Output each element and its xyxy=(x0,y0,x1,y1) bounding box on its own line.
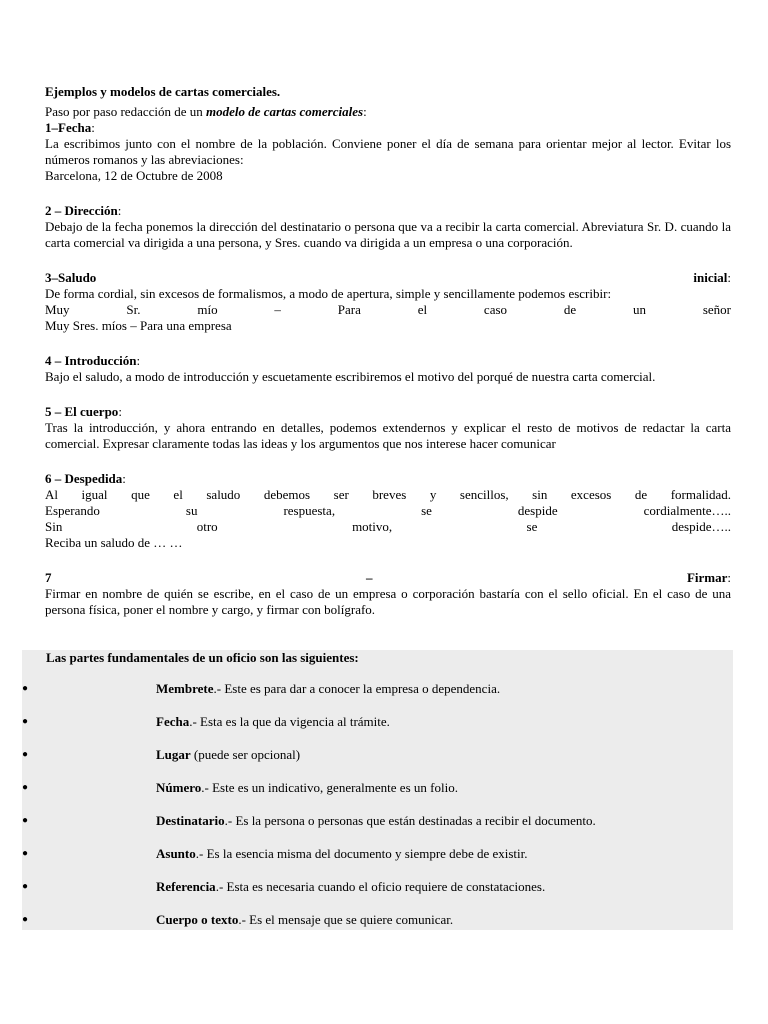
section-introduccion: 4 – Introducción: Bajo el saludo, a modo de introducción y escuetamente escribiremos el motivo del porqué de nuestra carta comercial. xyxy=(45,353,731,385)
item-desc: .- Este es para dar a conocer la empresa o dependencia. xyxy=(213,681,501,696)
item-term: Cuerpo o texto xyxy=(156,912,239,927)
item-term: Lugar xyxy=(156,747,191,762)
list-item xyxy=(22,813,733,846)
bullet-icon: ● xyxy=(22,848,29,859)
heading-firmar-num: 7 xyxy=(45,570,52,585)
list-item xyxy=(22,780,733,813)
text-cuerpo: Tras la introducción, y ahora entrando en detalles, podemos extendernos y explicar el resto de motivos de redactar la carta comercial. Expresar claramente todas las ideas y los argumentos que nos interese hacer comunicar xyxy=(45,420,731,451)
section-direccion: 2 – Dirección: Debajo de la fecha ponemos la dirección del destinatario o persona que va a recibir la carta comercial. Abreviatura Sr. D. cuando la carta comercial va dirigida a una persona, y Sres. cuando va dirigida a un empresa o una corporación. xyxy=(45,203,731,250)
bullet-icon: ● xyxy=(22,914,29,925)
item-desc: .- Esta es necesaria cuando el oficio requiere de constataciones. xyxy=(215,879,546,894)
item-term: Referencia xyxy=(156,879,216,894)
section-fecha: 1–Fecha: La escribimos junto con el nombre de la población. Conviene poner el día de semana para orientar mejor al lector. Evitar los números romanos y las abreviaciones: Barcelona, 12 de Octubre de 2008 xyxy=(45,120,731,183)
text-direccion: Debajo de la fecha ponemos la dirección del destinatario o persona que va a recibir la carta comercial. Abreviatura Sr. D. cuando la carta comercial va dirigida a una persona, y Sres. cuando va dirigida a un empresa o una corporación. xyxy=(45,219,731,250)
despedida-line-1: Al igual que el saludo debemos ser breves y sencillos, sin excesos de formalidad. xyxy=(45,487,731,502)
heading-introduccion: 4 – Introducción xyxy=(45,353,137,368)
intro-prefix: Paso por paso redacción de un xyxy=(45,104,207,119)
section-firmar: 7 – Firmar: Firmar en nombre de quién se escribe, en el caso de un empresa o corporación bastaría con el sello oficial. En el caso de una persona física, poner el nombre y cargo, y firmar con bolígrafo. xyxy=(45,570,731,617)
intro-suffix: : xyxy=(363,104,367,119)
document-body xyxy=(45,84,731,618)
text-introduccion: Bajo el saludo, a modo de introducción y escuetamente escribiremos el motivo del porqué de nuestra carta comercial. xyxy=(45,369,656,384)
partes-list xyxy=(22,681,733,945)
bullet-icon: ● xyxy=(22,716,29,727)
item-term: Destinatario xyxy=(156,813,225,828)
partes-box xyxy=(22,650,733,930)
text-firmar: Firmar en nombre de quién se escribe, en el caso de un empresa o corporación bastaría con el sello oficial. En el caso de una persona física, poner el nombre y cargo, y firmar con bolígrafo. xyxy=(45,586,731,617)
text-saludo: De forma cordial, sin excesos de formalismos, a modo de apertura, simple y sencillamente podemos escribir: xyxy=(45,286,612,301)
list-item xyxy=(22,879,733,912)
item-desc: .- Es el mensaje que se quiere comunicar. xyxy=(238,912,454,927)
item-desc: (puede ser opcional) xyxy=(190,747,301,762)
heading-direccion: 2 – Dirección xyxy=(45,203,118,218)
bullet-icon: ● xyxy=(22,881,29,892)
heading-saludo-left: 3–Saludo xyxy=(45,270,97,285)
section-despedida: 6 – Despedida: Al igual que el saludo debemos ser breves y sencillos, sin excesos de formalidad. Esperando su respuesta, se despide cordialmente….. Sin otro motivo, se despide….. Reciba un saludo de … … xyxy=(45,471,731,550)
example-saludo-2: Muy Sres. míos – Para una empresa xyxy=(45,318,232,333)
heading-firmar-dash: – xyxy=(365,570,373,585)
bullet-icon: ● xyxy=(22,815,29,826)
item-term: Membrete xyxy=(156,681,214,696)
item-desc: .- Este es un indicativo, generalmente es un folio. xyxy=(201,780,458,795)
list-item xyxy=(22,681,733,714)
despedida-line-4: Reciba un saludo de … … xyxy=(45,535,183,550)
section-cuerpo: 5 – El cuerpo: Tras la introducción, y ahora entrando en detalles, podemos extendernos y explicar el resto de motivos de redactar la carta comercial. Expresar claramente todas las ideas y los argumentos que nos interese hacer comunicar xyxy=(45,404,731,451)
bullet-icon: ● xyxy=(22,782,29,793)
intro-emphasis: modelo de cartas comerciales xyxy=(206,104,364,119)
text-fecha: La escribimos junto con el nombre de la población. Conviene poner el día de semana para orientar mejor al lector. Evitar los números romanos y las abreviaciones: xyxy=(45,136,731,167)
section-saludo: 3–Saludo inicial: De forma cordial, sin excesos de formalismos, a modo de apertura, simple y sencillamente podemos escribir: Muy Sr. mío – Para el caso de un señor Muy Sres. míos – Para una empresa xyxy=(45,270,731,333)
partes-title: Las partes fundamentales de un oficio son las siguientes: xyxy=(46,650,359,665)
item-term: Fecha xyxy=(156,714,190,729)
item-desc: .- Es la esencia misma del documento y siempre debe de existir. xyxy=(195,846,528,861)
item-desc: .- Es la persona o personas que están destinadas a recibir el documento. xyxy=(224,813,596,828)
item-term: Asunto xyxy=(156,846,196,861)
list-item xyxy=(22,714,733,747)
heading-saludo-right: inicial xyxy=(693,270,728,285)
example-fecha: Barcelona, 12 de Octubre de 2008 xyxy=(45,168,223,183)
item-term: Número xyxy=(156,780,202,795)
heading-despedida: 6 – Despedida xyxy=(45,471,123,486)
heading-fecha: 1–Fecha xyxy=(45,120,92,135)
document-title: Ejemplos y modelos de cartas comerciales. xyxy=(45,84,281,99)
bullet-icon: ● xyxy=(22,749,29,760)
despedida-line-2: Esperando su respuesta, se despide cordialmente….. xyxy=(45,503,731,518)
heading-cuerpo: 5 – El cuerpo xyxy=(45,404,119,419)
intro-line xyxy=(45,104,731,120)
list-item xyxy=(22,747,733,780)
bullet-icon: ● xyxy=(22,683,29,694)
despedida-line-3: Sin otro motivo, se despide….. xyxy=(45,519,731,534)
example-saludo-1: Muy Sr. mío – Para el caso de un señor xyxy=(45,302,731,317)
item-desc: .- Esta es la que da vigencia al trámite. xyxy=(189,714,390,729)
list-item xyxy=(22,846,733,879)
heading-firmar-word: Firmar xyxy=(686,570,728,585)
list-item xyxy=(22,912,733,945)
